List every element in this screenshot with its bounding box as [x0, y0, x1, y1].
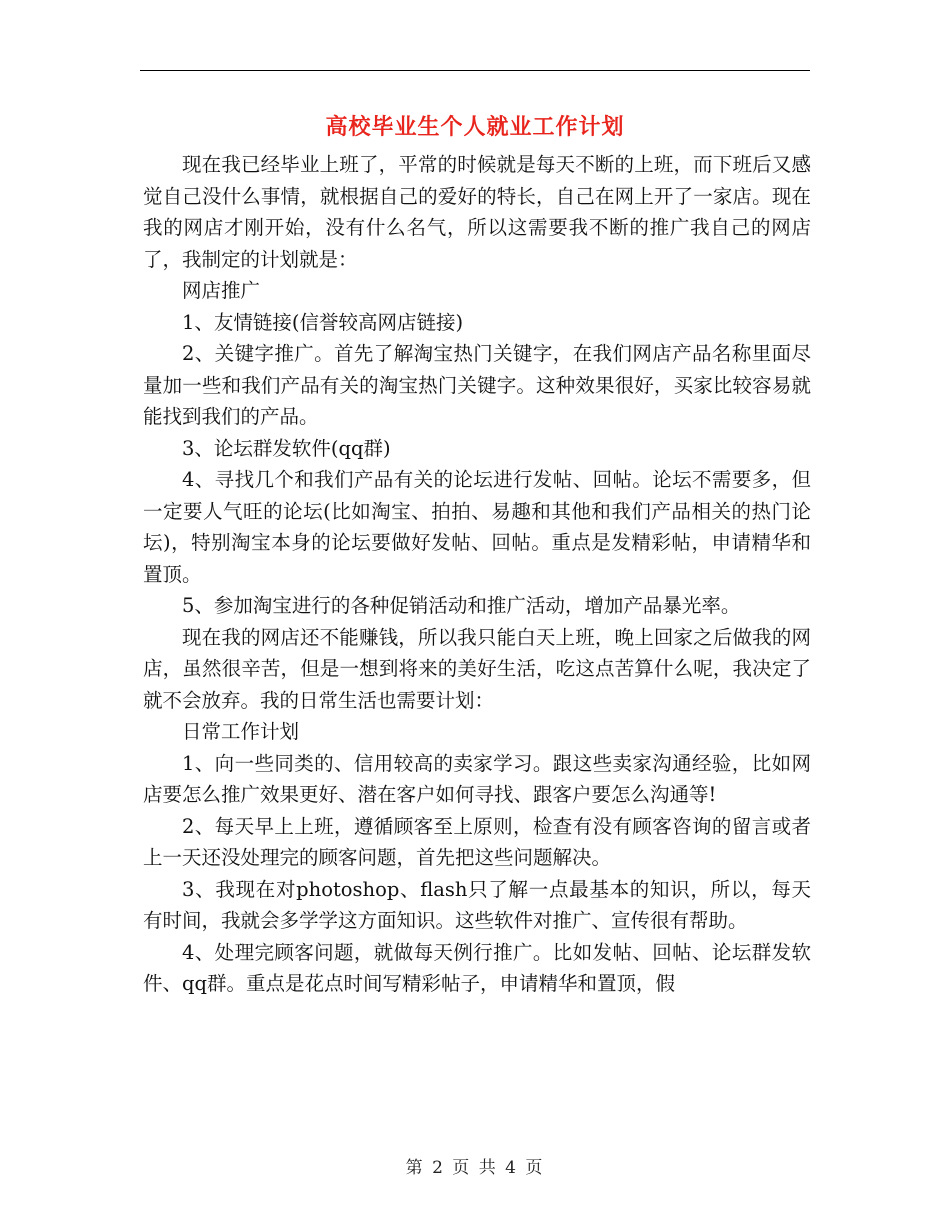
list-item: 4、寻找几个和我们产品有关的论坛进行发帖、回帖。论坛不需要多，但一定要人气旺的论坛(比如淘宝、拍拍、易趣和其他和我们产品相关的热门论坛)，特别淘宝本身的论坛要做好发帖、回帖。重点是发精彩帖，申请精华和置顶。	[143, 468, 811, 586]
document-body	[143, 149, 811, 1000]
header-rule	[140, 70, 810, 71]
list-item: 5、参加淘宝进行的各种促销活动和推广活动，增加产品暴光率。	[182, 594, 741, 617]
section-heading-daily-plan: 日常工作计划	[182, 720, 300, 743]
list-item: 3、论坛群发软件(qq群)	[182, 436, 391, 460]
list-item: 2、关键字推广。首先了解淘宝热门关键字，在我们网店产品名称里面尽量加一些和我们产品有关的淘宝热门关键字。这种效果很好，买家比较容易就能找到我们的产品。	[143, 342, 811, 428]
list-item: 1、友情链接(信誉较高网店链接)	[182, 310, 464, 334]
page-footer: 第 2 页 共 4 页	[405, 1158, 545, 1178]
paragraph-middle: 现在我的网店还不能赚钱，所以我只能白天上班，晚上回家之后做我的网店，虽然很辛苦，但是一想到将来的美好生活，吃这点苦算什么呢，我决定了就不会放弃。我的日常生活也需要计划：	[143, 625, 811, 712]
list-item: 3、我现在对photoshop、flash只了解一点最基本的知识，所以，每天有时间，我就会多学学这方面知识。这些软件对推广、宣传很有帮助。	[143, 877, 811, 932]
list-item: 1、向一些同类的、信用较高的卖家学习。跟这些卖家沟通经验，比如网店要怎么推广效果更好、潜在客户如何寻找、跟客户要怎么沟通等!	[143, 751, 811, 806]
list-item: 4、处理完顾客问题，就做每天例行推广。比如发帖、回帖、论坛群发软件、qq群。重点是花点时间写精彩帖子，申请精华和置顶，假	[143, 940, 811, 995]
paragraph-intro: 现在我已经毕业上班了，平常的时候就是每天不断的上班，而下班后又感觉自己没什么事情，就根据自己的爱好的特长，自己在网上开了一家店。现在我的网店才刚开始，没有什么名气，所以这需要我不断的推广我自己的网店了，我制定的计划就是：	[143, 153, 811, 271]
section-heading-shop-promotion: 网店推广	[182, 279, 261, 302]
list-item: 2、每天早上上班，遵循顾客至上原则，检查有没有顾客咨询的留言或者上一天还没处理完的顾客问题，首先把这些问题解决。	[143, 814, 811, 869]
document-title: 高校毕业生个人就业工作计划	[325, 114, 625, 140]
